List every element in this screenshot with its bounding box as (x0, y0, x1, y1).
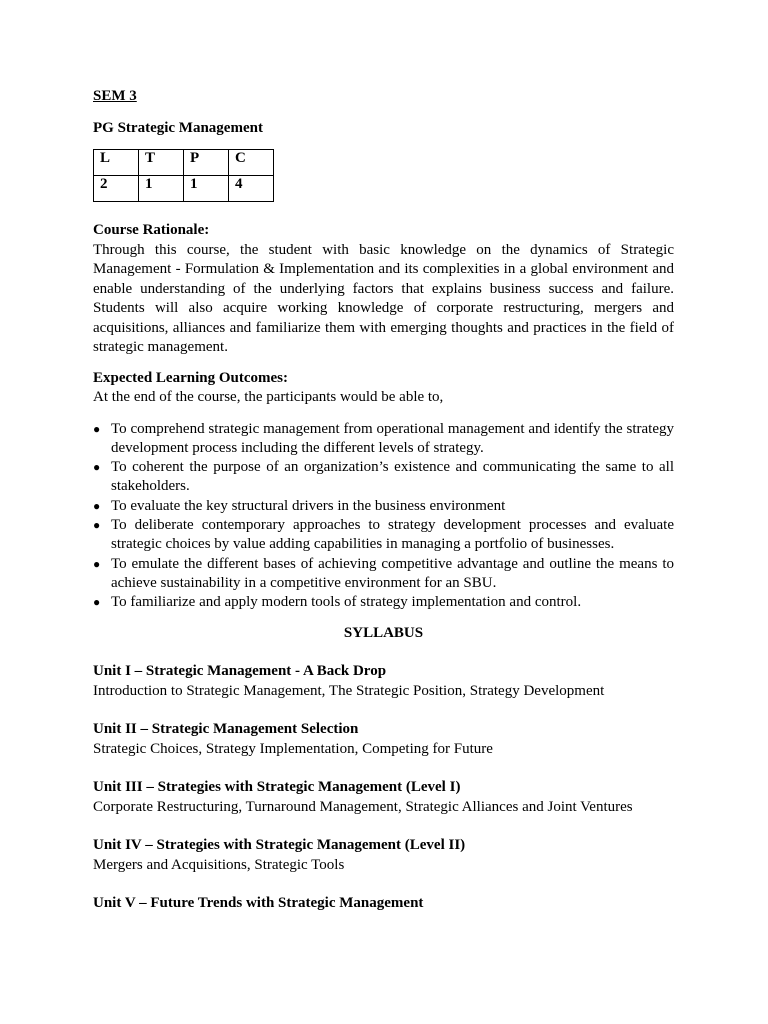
outcomes-intro: At the end of the course, the participants would be able to, (93, 389, 444, 405)
ltpc-header-cell: P (184, 150, 229, 176)
ltpc-value-row (94, 176, 274, 202)
bullet-icon: ● (93, 595, 101, 610)
bullet-icon: ● (93, 498, 101, 513)
unit-title: Unit V – Future Trends with Strategic Management (93, 895, 424, 912)
list-item (93, 555, 674, 594)
list-item-text: To deliberate contemporary approaches to strategy development processes and evaluate strategic choices by value adding capabilities in managing a portfolio of businesses. (111, 516, 674, 553)
bullet-icon: ● (93, 556, 101, 571)
list-item (93, 516, 674, 555)
list-item (93, 420, 674, 459)
ltpc-value-cell: 2 (94, 176, 139, 202)
unit-title: Unit II – Strategic Management Selection (93, 721, 359, 738)
syllabus-unit (93, 778, 674, 817)
list-item-text: To comprehend strategic management from operational management and identify the strategy development process including the different levels of strategy. (111, 420, 674, 456)
syllabus-unit (93, 662, 674, 701)
ltpc-header-cell: T (139, 150, 184, 176)
ltpc-value-cell: 4 (229, 176, 274, 202)
unit-content: Strategic Choices, Strategy Implementation, Competing for Future (93, 740, 493, 757)
outcomes-heading: Expected Learning Outcomes: (93, 369, 288, 386)
syllabus-unit (93, 720, 674, 759)
list-item-text: To evaluate the key structural drivers in the business environment (111, 497, 506, 514)
list-item (93, 458, 674, 497)
unit-title: Unit III – Strategies with Strategic Management (Level I) (93, 779, 461, 796)
unit-content: Corporate Restructuring, Turnaround Management, Strategic Alliances and Joint Ventures (93, 798, 633, 815)
list-item (93, 593, 674, 612)
bullet-icon: ● (93, 421, 101, 436)
unit-content: Introduction to Strategic Management, The Strategic Position, Strategy Development (93, 682, 605, 699)
ltpc-value-cell: 1 (139, 176, 184, 202)
unit-title: Unit I – Strategic Management - A Back Drop (93, 663, 387, 680)
document-page (93, 86, 674, 914)
ltpc-header-cell: C (229, 150, 274, 176)
rationale-heading: Course Rationale: (93, 222, 210, 238)
list-item (93, 497, 674, 516)
syllabus-unit (93, 836, 674, 875)
syllabus-heading: SYLLABUS (343, 625, 424, 642)
list-item-text: To emulate the different bases of achieving competitive advantage and outline the means to achieve sustainability in a competitive environment for an SBU. (111, 555, 674, 591)
syllabus-unit (93, 894, 674, 914)
outcomes-list (93, 420, 674, 613)
ltpc-header-row (94, 150, 274, 176)
ltpc-header-cell: L (94, 150, 139, 176)
unit-content: Mergers and Acquisitions, Strategic Tools (93, 856, 345, 873)
ltpc-value-cell: 1 (184, 176, 229, 202)
list-item-text: To familiarize and apply modern tools of strategy implementation and control. (111, 594, 582, 611)
bullet-icon: ● (93, 517, 101, 532)
semester-heading: SEM 3 (93, 88, 137, 104)
course-title: PG Strategic Management (93, 120, 263, 136)
ltpc-table (93, 149, 274, 202)
unit-title: Unit IV – Strategies with Strategic Management (Level II) (93, 837, 466, 854)
list-item-text: To coherent the purpose of an organization’s existence and communicating the same to all stakeholders. (111, 459, 674, 495)
bullet-icon: ● (93, 460, 101, 475)
rationale-text: Through this course, the student with basic knowledge on the dynamics of Strategic Management - Formulation & Implementation and its complexities in a global environment and enable understanding of the underlying factors that explains business success and failure. Students will also acquire working knowledge of corporate restructuring, mergers and acquisitions, alliances and familiarize them with emerging thoughts and practices in the field of strategic management. (93, 241, 674, 355)
